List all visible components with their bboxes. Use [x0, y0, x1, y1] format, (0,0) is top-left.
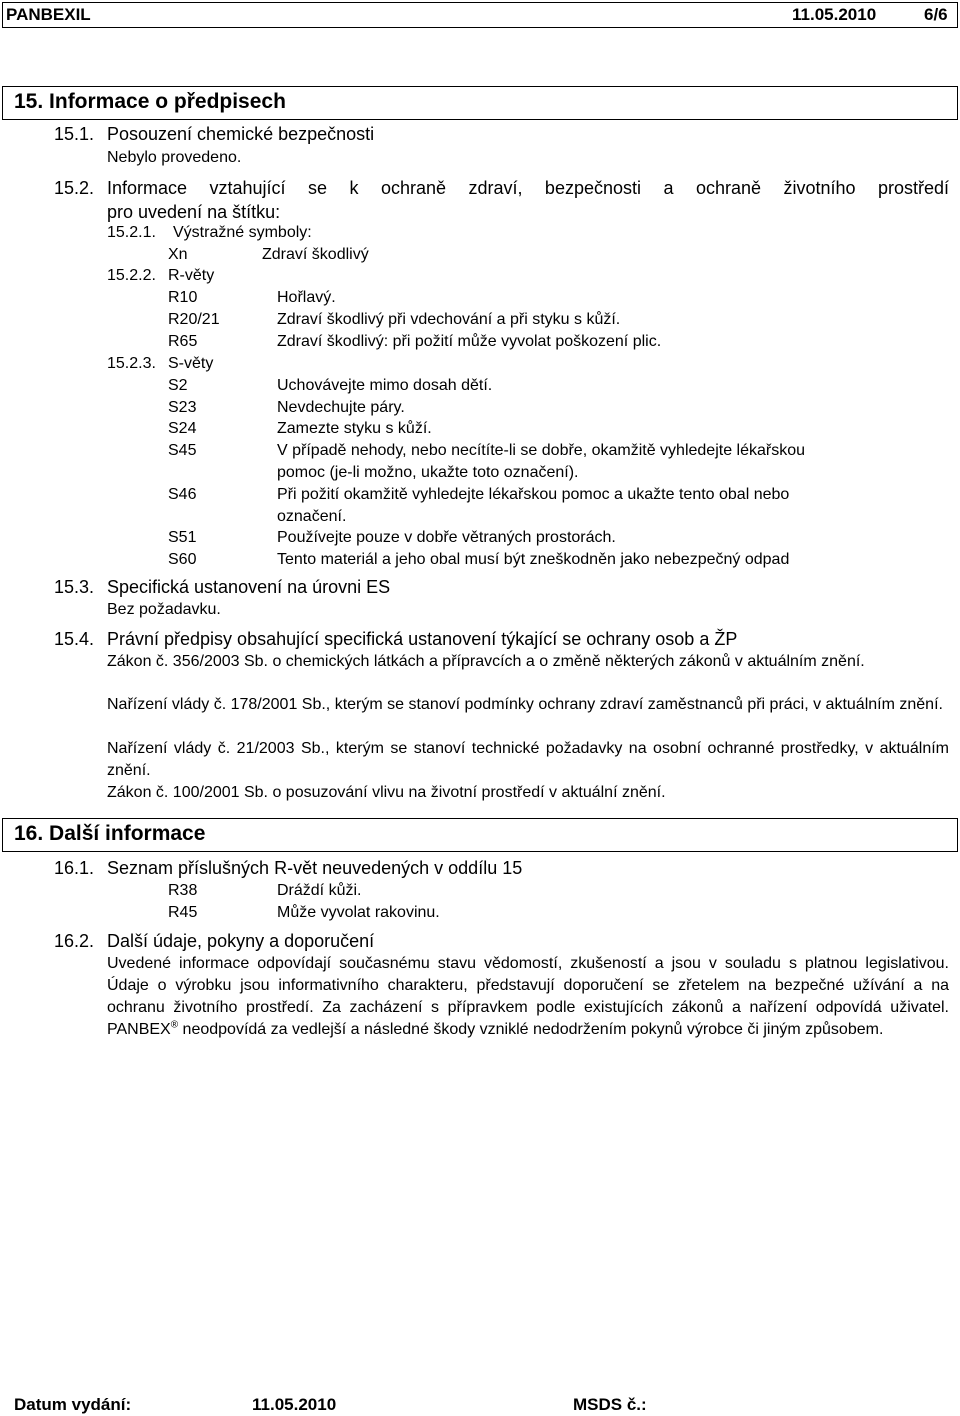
header-product: PANBEXIL [6, 5, 91, 24]
r-code: R20/21 [168, 311, 220, 328]
sub-15-2-3-title: S-věty [168, 355, 214, 372]
sub-15-2-2-title: R-věty [168, 267, 215, 284]
info-paragraph-part2: neodpovídá za vedlejší a následné škody vzniklé nedodržením pokynů výrobce či jiným způsobem. [178, 1021, 884, 1038]
law-item: Nařízení vlády č. 178/2001 Sb., kterým se stanoví podmínky ochrany zdraví zaměstnanců při práci, v aktuálním znění. [107, 696, 943, 713]
s-text: Tento materiál a jeho obal musí být zneškodněn jako nebezpečný odpad [277, 551, 790, 568]
sub-15-3-title: Specifická ustanovení na úrovni ES [107, 577, 391, 597]
s-code: S51 [168, 529, 197, 546]
header-page: 6/6 [924, 5, 948, 24]
s-code: S45 [168, 442, 197, 459]
sub-15-4-title: Právní předpisy obsahující specifická ustanovení týkající se ochrany osob a ŽP [107, 629, 738, 649]
sub-15-1-title: Posouzení chemické bezpečnosti [107, 124, 375, 144]
s-code: S46 [168, 486, 197, 503]
r-text: Zdraví škodlivý při vdechování a při styku s kůží. [277, 311, 621, 328]
r-code: R38 [168, 882, 198, 899]
s-code: S24 [168, 420, 197, 437]
s-code: S60 [168, 551, 197, 568]
footer-msds-label: MSDS č.: [573, 1395, 647, 1414]
footer-date-label: Datum vydání: [14, 1395, 132, 1414]
s-text: Uchovávejte mimo dosah dětí. [277, 377, 493, 394]
info-paragraph [107, 953, 949, 1041]
s-text: Nevdechujte páry. [277, 399, 405, 416]
s-text: Při požití okamžitě vyhledejte lékařskou pomoc a ukažte tento obal nebo [277, 486, 790, 503]
sub-15-1-num: 15.1. [54, 124, 95, 144]
sub-15-4-num: 15.4. [54, 629, 95, 649]
sub-15-2-1-title: Výstražné symboly: [173, 224, 312, 241]
sub-16-2-num: 16.2. [54, 931, 95, 951]
sub-16-1-title: Seznam příslušných R-vět neuvedených v oddílu 15 [107, 858, 523, 878]
r-text: Může vyvolat rakovinu. [277, 904, 440, 921]
law-item: Nařízení vlády č. 21/2003 Sb., kterým se stanoví technické požadavky na osobní ochranné prostředky, v aktuálním znění. [107, 740, 949, 779]
law-item: Zákon č. 356/2003 Sb. o chemických látkách a přípravcích a o změně některých zákonů v aktuálním znění. [107, 653, 865, 670]
sub-15-1-text: Nebylo provedeno. [107, 149, 242, 166]
section-16-title: 16. Další informace [14, 822, 206, 845]
section-15-title: 15. Informace o předpisech [14, 90, 286, 113]
sub-15-2-title-2: pro uvedení na štítku: [107, 202, 281, 222]
sub-16-2-title: Další údaje, pokyny a doporučení [107, 931, 375, 951]
sub-15-2-num: 15.2. [54, 178, 95, 198]
s-code: S23 [168, 399, 197, 416]
symbol-text: Zdraví škodlivý [262, 246, 369, 263]
sub-15-2-2-num: 15.2.2. [107, 267, 156, 284]
footer-date: 11.05.2010 [252, 1395, 337, 1414]
info-paragraph-part1: Uvedené informace odpovídají současnému stavu vědomostí, zkušeností a jsou v souladu s platnou legislativou. Údaje o výrobku jsou informativního charakteru, představují doporučení se zřetelem na bezpečné užívání a na ochranu životního prostředí. Za zacházení s přípravkem podle existujících zákonů a nařízení odpovídá uživatel. PANBEX [107, 955, 949, 1038]
law-item: Zákon č. 100/2001 Sb. o posuzování vlivu na životní prostředí v aktuální znění. [107, 784, 666, 801]
symbol-code: Xn [168, 246, 188, 263]
sub-15-2-1-num: 15.2.1. [107, 224, 156, 241]
r-text: Zdraví škodlivý: při požití může vyvolat poškození plic. [277, 333, 662, 350]
r-code: R45 [168, 904, 198, 921]
r-code: R10 [168, 289, 198, 306]
r-code: R65 [168, 333, 198, 350]
sub-15-2-3-num: 15.2.3. [107, 355, 156, 372]
sub-15-3-text: Bez požadavku. [107, 601, 221, 618]
sub-16-1-num: 16.1. [54, 858, 95, 878]
s-text-cont: pomoc (je-li možno, ukažte toto označení). [277, 464, 579, 481]
r-text: Dráždí kůži. [277, 882, 362, 899]
s-text: V případě nehody, nebo necítíte-li se dobře, okamžitě vyhledejte lékařskou [277, 442, 806, 459]
r-text: Hořlavý. [277, 289, 336, 306]
registered-mark: ® [170, 1019, 179, 1031]
header-date: 11.05.2010 [792, 5, 877, 24]
s-code: S2 [168, 377, 188, 394]
s-text: Používejte pouze v dobře větraných prostorách. [277, 529, 616, 546]
sub-15-3-num: 15.3. [54, 577, 95, 597]
s-text: Zamezte styku s kůží. [277, 420, 432, 437]
sub-15-2-title-1: Informace vztahující se k ochraně zdraví, bezpečnosti a ochraně životního prostředí [107, 178, 949, 198]
s-text-cont: označení. [277, 508, 347, 525]
